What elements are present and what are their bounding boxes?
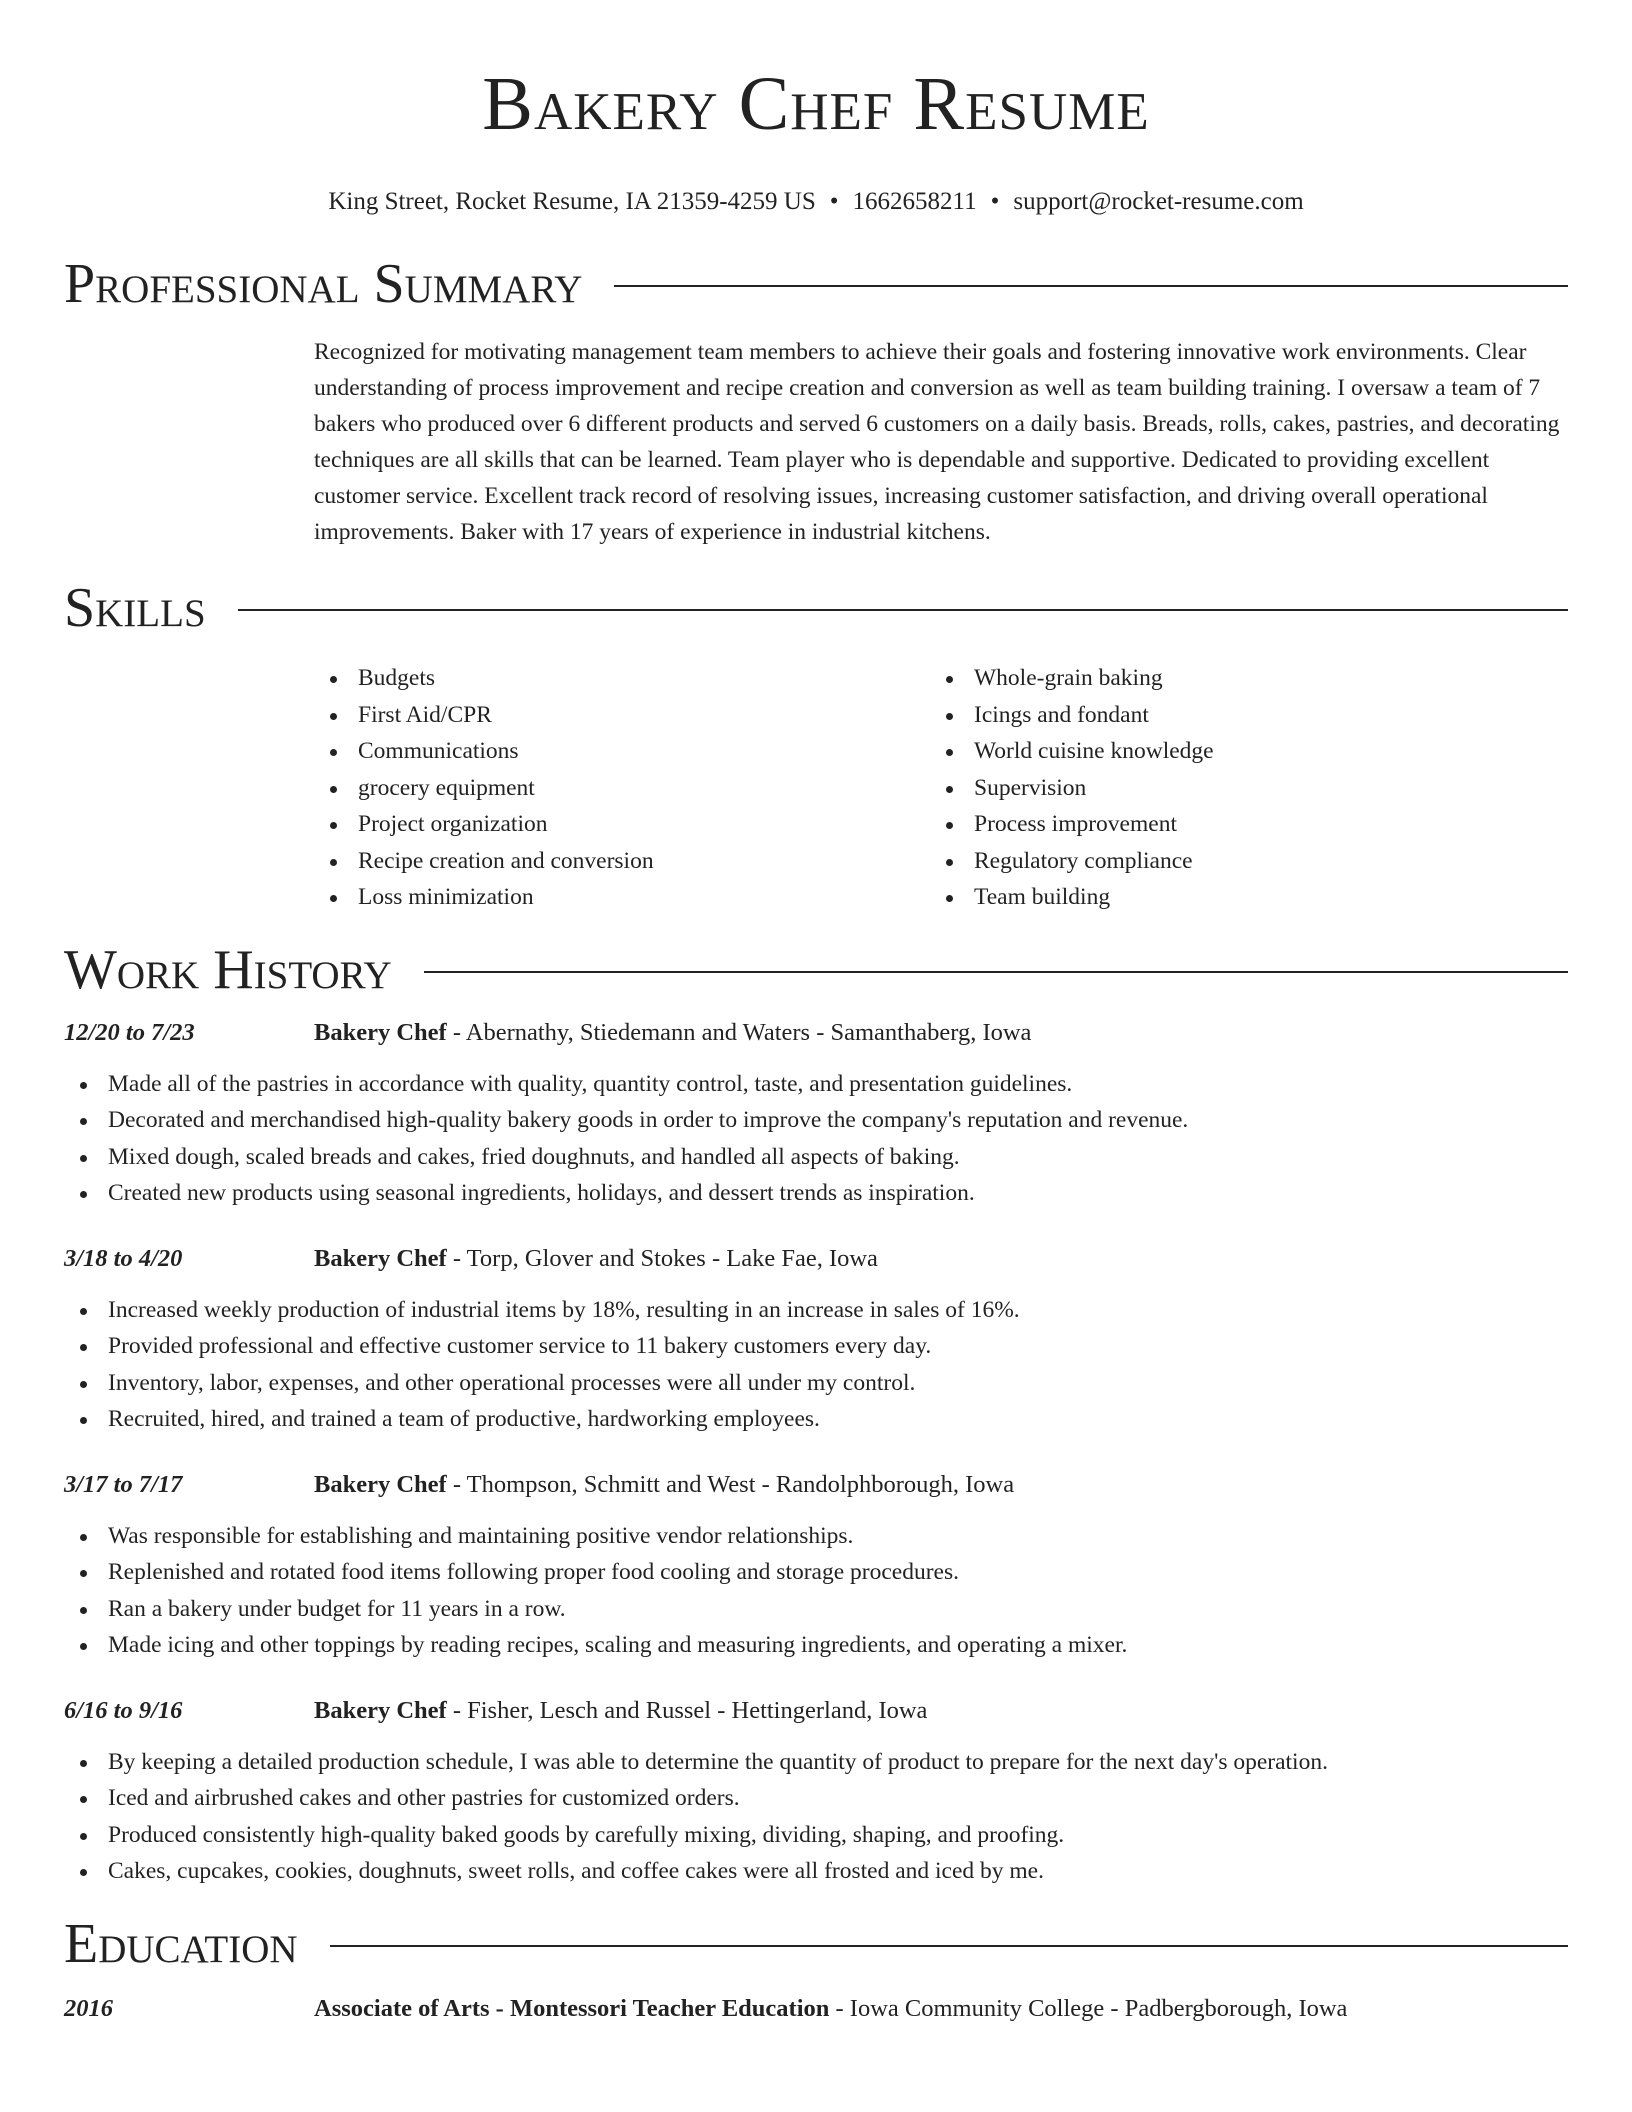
job-heading: [314, 1016, 1031, 1050]
address: King Street, Rocket Resume, IA 21359-4259 US: [328, 188, 816, 215]
skill-item: Loss minimization: [314, 879, 930, 916]
skill-item: Process improvement: [930, 806, 1546, 843]
skill-item: World cuisine knowledge: [930, 733, 1546, 770]
job-entry: [64, 1694, 1568, 1890]
skills-column-left: [314, 660, 930, 916]
section-divider: [238, 609, 1568, 611]
job-header: [64, 1694, 1568, 1728]
job-role: Bakery Chef: [314, 1018, 447, 1046]
job-employer: - Abernathy, Stiedemann and Waters - Samanthaberg, Iowa: [446, 1018, 1032, 1046]
skills-grid: [314, 660, 1568, 916]
job-bullets: [64, 1066, 1568, 1212]
skill-item: Recipe creation and conversion: [314, 843, 930, 880]
section-divider: [330, 1945, 1568, 1947]
skill-item: Team building: [930, 879, 1546, 916]
skills-column-right: [930, 660, 1546, 916]
job-header: [64, 1242, 1568, 1276]
job-header: [64, 1016, 1568, 1050]
skill-item: Supervision: [930, 770, 1546, 807]
job-role: Bakery Chef: [314, 1244, 447, 1272]
job-employer: - Torp, Glover and Stokes - Lake Fae, Iowa: [446, 1244, 878, 1272]
summary-text: Recognized for motivating management team members to achieve their goals and fostering innovative work environments. Clear understanding of process improvement and recipe creation and conversion as well as team building training. I oversaw a team of 7 bakers who produced over 6 different products and served 6 customers on a daily basis. Breads, rolls, cakes, pastries, and decorating techniques are all skills that can be learned. Team player who is dependable and supportive. Dedicated to providing excellent customer service. Excellent track record of resolving issues, increasing customer satisfaction, and driving overall operational improvements. Baker with 17 years of experience in industrial kitchens.: [314, 339, 1560, 545]
section-divider: [424, 971, 1568, 973]
job-role: Bakery Chef: [314, 1470, 447, 1498]
job-heading: [314, 1242, 878, 1276]
job-bullet: Produced consistently high-quality baked goods by carefully mixing, dividing, shaping, and proofing.: [64, 1817, 1568, 1854]
contact-line: [64, 186, 1568, 218]
section-divider: [614, 285, 1568, 287]
education-section-header: [64, 1912, 1568, 1976]
job-bullet: Replenished and rotated food items following proper food cooling and storage procedures.: [64, 1554, 1568, 1591]
job-bullet: Mixed dough, scaled breads and cakes, fried doughnuts, and handled all aspects of baking.: [64, 1139, 1568, 1176]
job-bullets: [64, 1744, 1568, 1890]
job-date: 3/17 to 7/17: [64, 1470, 183, 1498]
work-section-header: [64, 938, 1568, 1002]
job-heading: [314, 1468, 1014, 1502]
separator: •: [829, 188, 839, 215]
job-bullets: [64, 1518, 1568, 1664]
summary-block: [314, 334, 1568, 550]
job-role: Bakery Chef: [314, 1696, 447, 1724]
separator: •: [990, 188, 1000, 215]
job-bullet: Iced and airbrushed cakes and other pastries for customized orders.: [64, 1780, 1568, 1817]
skill-item: First Aid/CPR: [314, 697, 930, 734]
page-title: Bakery Chef Resume: [482, 62, 1150, 146]
job-bullet: Cakes, cupcakes, cookies, doughnuts, sweet rolls, and coffee cakes were all frosted and iced by me.: [64, 1853, 1568, 1890]
section-title: Skills: [64, 577, 206, 639]
education-entry: [64, 1992, 1568, 2026]
job-bullet: Provided professional and effective customer service to 11 bakery customers every day.: [64, 1328, 1568, 1365]
education-heading: [314, 1992, 1347, 2026]
job-employer: - Fisher, Lesch and Russel - Hettingerland, Iowa: [446, 1696, 928, 1724]
section-title: Education: [64, 1912, 298, 1975]
job-bullet: By keeping a detailed production schedule, I was able to determine the quantity of product to prepare for the next day's operation.: [64, 1744, 1568, 1781]
education-school: - Iowa Community College - Padbergborough, Iowa: [829, 1994, 1348, 2022]
skill-item: Project organization: [314, 806, 930, 843]
skill-item: Communications: [314, 733, 930, 770]
skill-item: Regulatory compliance: [930, 843, 1546, 880]
job-bullet: Decorated and merchandised high-quality bakery goods in order to improve the company's reputation and revenue.: [64, 1102, 1568, 1139]
skill-item: Icings and fondant: [930, 697, 1546, 734]
job-bullet: Ran a bakery under budget for 11 years in a row.: [64, 1591, 1568, 1628]
section-title: Professional Summary: [64, 253, 583, 315]
skill-item: grocery equipment: [314, 770, 930, 807]
job-date: 12/20 to 7/23: [64, 1018, 195, 1046]
email-link[interactable]: support@rocket-resume.com: [1013, 188, 1304, 215]
job-entry: [64, 1468, 1568, 1664]
education-degree: Associate of Arts - Montessori Teacher Education: [314, 1994, 830, 2022]
job-entry: [64, 1016, 1568, 1212]
job-bullet: Inventory, labor, expenses, and other operational processes were all under my control.: [64, 1365, 1568, 1402]
job-bullets: [64, 1292, 1568, 1438]
skill-item: Whole-grain baking: [930, 660, 1546, 697]
job-header: [64, 1468, 1568, 1502]
job-heading: [314, 1694, 927, 1728]
skills-section-header: [64, 576, 1568, 640]
education-date: 2016: [64, 1994, 113, 2022]
job-entry: [64, 1242, 1568, 1438]
section-title: Work History: [64, 938, 392, 1001]
job-employer: - Thompson, Schmitt and West - Randolphborough, Iowa: [446, 1470, 1015, 1498]
job-bullet: Was responsible for establishing and maintaining positive vendor relationships.: [64, 1518, 1568, 1555]
summary-section-header: [64, 252, 1568, 316]
job-bullet: Made icing and other toppings by reading recipes, scaling and measuring ingredients, and operating a mixer.: [64, 1627, 1568, 1664]
skill-item: Budgets: [314, 660, 930, 697]
job-bullet: Made all of the pastries in accordance with quality, quantity control, taste, and presentation guidelines.: [64, 1066, 1568, 1103]
job-date: 6/16 to 9/16: [64, 1696, 183, 1724]
job-date: 3/18 to 4/20: [64, 1244, 183, 1272]
job-bullet: Increased weekly production of industrial items by 18%, resulting in an increase in sales of 16%.: [64, 1292, 1568, 1329]
phone: 1662658211: [852, 188, 977, 215]
job-bullet: Created new products using seasonal ingredients, holidays, and dessert trends as inspiration.: [64, 1175, 1568, 1212]
job-bullet: Recruited, hired, and trained a team of productive, hardworking employees.: [64, 1401, 1568, 1438]
